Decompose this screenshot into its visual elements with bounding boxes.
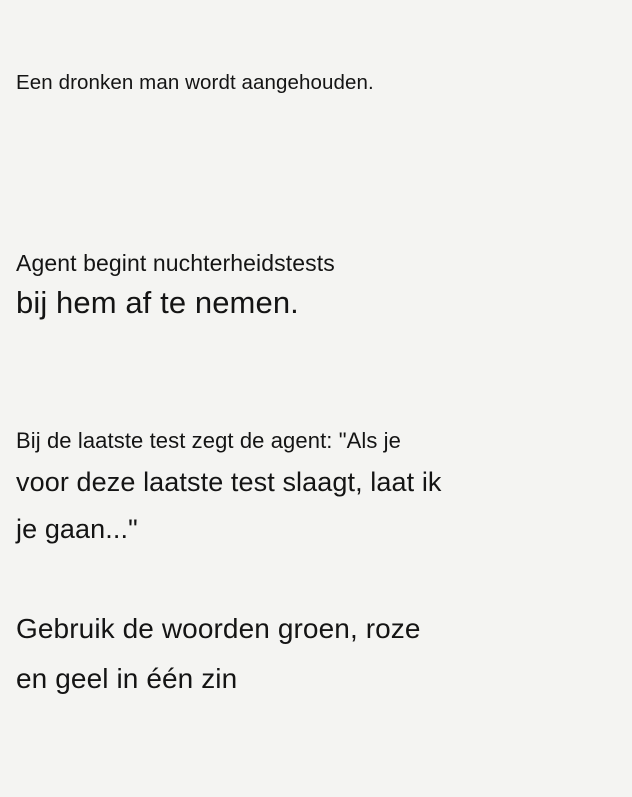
paragraph-2: [16, 246, 616, 326]
paragraph-3: [16, 424, 616, 553]
paragraph-4-line-1: Gebruik de woorden groen, roze: [16, 613, 421, 644]
paragraph-3-line-2: voor deze laatste test slaagt, laat ik: [16, 467, 442, 497]
paragraph-3-line-3: je gaan...": [16, 514, 138, 544]
paragraph-4: [16, 604, 616, 704]
paragraph-4-line-2: en geel in één zin: [16, 663, 238, 694]
paragraph-3-line-1: Bij de laatste test zegt de agent: "Als je: [16, 428, 402, 453]
paragraph-2-line-1: Agent begint nuchterheidstests: [16, 250, 335, 276]
paragraph-2-line-2: bij hem af te nemen.: [16, 285, 299, 320]
paragraph-1: [16, 68, 616, 98]
paragraph-1-line-1: Een dronken man wordt aangehouden.: [16, 71, 374, 94]
